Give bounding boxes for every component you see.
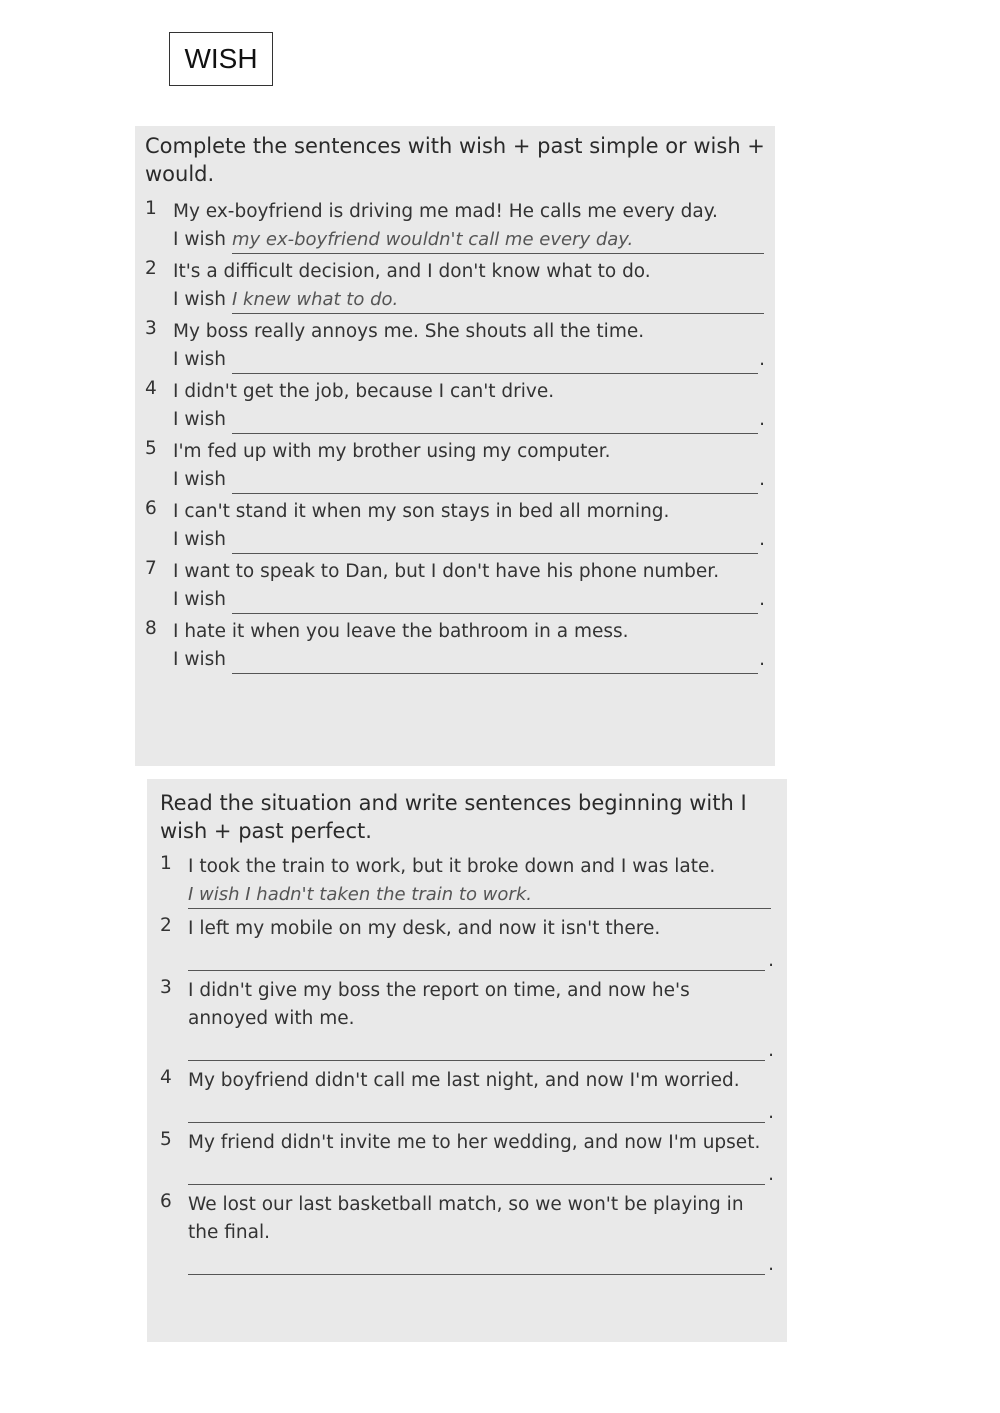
answer-row — [173, 286, 765, 314]
wish-lead: I wish — [173, 649, 226, 670]
exercise1-instruction: Complete the sentences with wish + past simple or wish + would. — [145, 134, 765, 186]
item-number: 5 — [160, 1129, 172, 1150]
item-number: 1 — [145, 198, 157, 219]
item-number: 3 — [160, 977, 172, 998]
exercise2-instruction: Read the situation and write sentences beginning with I wish + past perfect. — [160, 791, 747, 843]
exercise-item — [145, 258, 765, 314]
exercise2-item-list — [160, 853, 774, 1275]
line-end: . — [759, 469, 765, 490]
answer-row — [188, 1095, 774, 1123]
item-prompt: I hate it when you leave the bathroom in a mess. — [173, 621, 629, 642]
answer-blank[interactable] — [232, 527, 758, 554]
line-end: . — [768, 1254, 774, 1275]
item-prompt: I can't stand it when my son stays in bed all morning. — [173, 501, 670, 522]
exercise-item — [160, 1191, 774, 1275]
item-number: 8 — [145, 618, 157, 639]
wish-lead: I wish — [173, 229, 226, 250]
item-prompt: I'm fed up with my brother using my computer. — [173, 441, 611, 462]
item-number: 2 — [145, 258, 157, 279]
item-number: 3 — [145, 318, 157, 339]
answer-blank[interactable] — [188, 1248, 765, 1275]
answer-blank[interactable] — [188, 1034, 765, 1061]
item-prompt: It's a difficult decision, and I don't know what to do. — [173, 261, 651, 282]
item-number: 7 — [145, 558, 157, 579]
answer-blank[interactable]: I wish I hadn't taken the train to work. — [188, 882, 771, 909]
line-end: . — [768, 1040, 774, 1061]
answer-blank[interactable] — [188, 1096, 765, 1123]
answer-row — [173, 646, 765, 674]
exercise-wish-past-simple — [135, 126, 775, 766]
item-number: 6 — [160, 1191, 172, 1212]
answer-blank[interactable] — [232, 407, 758, 434]
item-prompt: My boss really annoys me. She shouts all the time. — [173, 321, 645, 342]
item-prompt: My boyfriend didn't call me last night, and now I'm worried. — [188, 1070, 740, 1091]
answer-row — [173, 526, 765, 554]
wish-lead: I wish — [173, 409, 226, 430]
wish-lead: I wish — [173, 469, 226, 490]
exercise-item — [145, 318, 765, 374]
exercise-item — [145, 498, 765, 554]
answer-blank[interactable] — [188, 944, 765, 971]
item-prompt: I didn't get the job, because I can't drive. — [173, 381, 555, 402]
answer-row — [188, 1247, 774, 1275]
exercise-item — [145, 198, 765, 254]
answer-row — [188, 1033, 774, 1061]
exercise-item — [160, 977, 774, 1061]
answer-row — [173, 466, 765, 494]
item-prompt: My ex-boyfriend is driving me mad! He calls me every day. — [173, 201, 718, 222]
wish-lead: I wish — [173, 289, 226, 310]
answer-blank[interactable]: my ex-boyfriend wouldn't call me every day. — [232, 227, 764, 254]
answer-blank[interactable] — [232, 467, 758, 494]
exercise-item — [145, 618, 765, 674]
item-number: 4 — [145, 378, 157, 399]
line-end: . — [759, 529, 765, 550]
item-prompt: My friend didn't invite me to her wedding, and now I'm upset. — [188, 1132, 761, 1153]
item-number: 6 — [145, 498, 157, 519]
exercise-item — [160, 1067, 774, 1123]
item-prompt: I left my mobile on my desk, and now it isn't there. — [188, 918, 661, 939]
item-prompt: I took the train to work, but it broke down and I was late. — [188, 856, 716, 877]
worksheet-title: WISH — [169, 32, 273, 86]
item-prompt: I want to speak to Dan, but I don't have his phone number. — [173, 561, 720, 582]
answer-row — [173, 346, 765, 374]
line-end: . — [768, 1164, 774, 1185]
answer-row — [173, 226, 765, 254]
item-number: 1 — [160, 853, 172, 874]
exercise-item — [145, 438, 765, 494]
answer-row — [173, 406, 765, 434]
exercise-item — [160, 1129, 774, 1185]
line-end: . — [759, 589, 765, 610]
answer-blank[interactable] — [232, 347, 758, 374]
wish-lead: I wish — [173, 529, 226, 550]
answer-blank[interactable] — [188, 1158, 765, 1185]
exercise-item — [160, 915, 774, 971]
line-end: . — [759, 649, 765, 670]
item-prompt: I didn't give my boss the report on time, and now he's annoyed with me. — [188, 980, 690, 1029]
exercise-wish-past-perfect — [147, 779, 787, 1342]
exercise1-item-list — [145, 198, 765, 674]
item-number: 5 — [145, 438, 157, 459]
answer-row — [173, 586, 765, 614]
item-number: 4 — [160, 1067, 172, 1088]
wish-lead: I wish — [173, 349, 226, 370]
item-number: 2 — [160, 915, 172, 936]
line-end: . — [768, 1102, 774, 1123]
line-end: . — [768, 950, 774, 971]
wish-lead: I wish — [173, 589, 226, 610]
exercise-item — [145, 378, 765, 434]
line-end: . — [759, 409, 765, 430]
answer-blank[interactable] — [232, 647, 758, 674]
answer-blank[interactable]: I knew what to do. — [232, 287, 764, 314]
answer-blank[interactable] — [232, 587, 758, 614]
answer-row — [188, 1157, 774, 1185]
line-end: . — [759, 349, 765, 370]
exercise-item — [145, 558, 765, 614]
item-prompt: We lost our last basketball match, so we won't be playing in the final. — [188, 1194, 744, 1243]
answer-row — [188, 881, 774, 909]
answer-row — [188, 943, 774, 971]
exercise-item — [160, 853, 774, 909]
